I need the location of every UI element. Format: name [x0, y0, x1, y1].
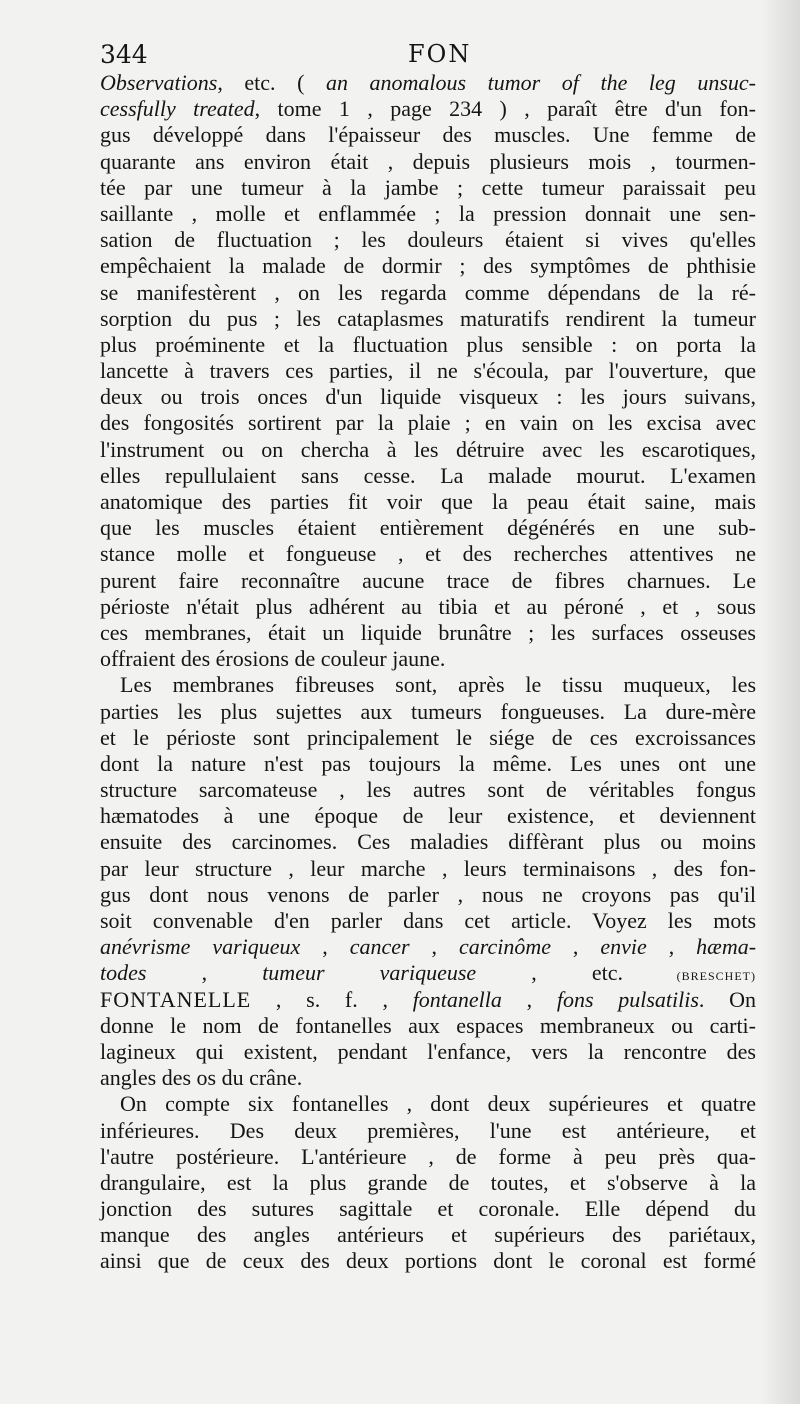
text-segment: deux ou trois onces d'un liquide visqueux : les jours suivans, [100, 384, 756, 410]
text-segment: anatomique des parties fit voir que la peau était saine, mais [100, 489, 756, 514]
text-segment: tée par une tumeur à la jambe ; cette tumeur paraissait peu [100, 174, 756, 200]
text-segment: , [409, 934, 459, 960]
page-number: 344 [100, 40, 148, 69]
author-signature: (BRESCHET) [623, 969, 756, 984]
text-line [100, 1144, 756, 1170]
text-segment: l'autre postérieure. L'antérieure , de forme à peu près qua- [100, 1143, 756, 1169]
text-segment: sation de fluctuation ; les douleurs étaient si vives qu'elles [100, 227, 756, 253]
text-segment: , tome 1 , page 234 ) , paraît être d'un fon- [254, 96, 756, 122]
italic-text: cancer [349, 934, 410, 960]
italic-text: fons pulsatilis [556, 986, 699, 1012]
text-segment: , s. f. , [251, 986, 413, 1012]
italic-text: hæma- [696, 934, 757, 960]
text-segment: offraient des érosions de couleur jaune. [100, 646, 446, 672]
page-header [100, 40, 750, 70]
text-segment: gus développé dans l'épaisseur des muscles. Une femme de [100, 122, 756, 148]
text-segment: lagineux qui existent, pendant l'enfance, vers la rencontre des [100, 1038, 756, 1064]
text-line [100, 856, 756, 882]
text-segment: , etc. ( [217, 70, 326, 95]
text-line [100, 1196, 756, 1222]
text-line [100, 1118, 756, 1144]
italic-text: todes [100, 960, 147, 986]
text-line [100, 646, 756, 672]
text-line [100, 725, 756, 751]
text-line [100, 280, 756, 306]
text-segment: , [550, 934, 601, 960]
text-line [100, 803, 756, 829]
text-segment: drangulaire, est la plus grande de toutes, et s'observe à la [100, 1169, 756, 1195]
text-line [100, 1248, 756, 1274]
text-line [100, 1170, 756, 1196]
text-line [100, 568, 756, 594]
italic-text: anévrisme variqueux [100, 934, 301, 960]
page-edge-shadow [760, 0, 800, 1404]
text-segment: , [501, 986, 557, 1012]
italic-text: tumeur variqueuse [262, 960, 477, 986]
text-line [100, 1039, 756, 1065]
text-line [100, 437, 756, 463]
text-segment: , etc. [476, 960, 624, 986]
text-segment: empêchaient la malade de dormir ; des symptômes de phthisie [100, 253, 756, 279]
text-line [100, 306, 756, 332]
text-line [100, 1013, 756, 1039]
text-line [100, 384, 756, 410]
text-segment: . On [698, 986, 757, 1012]
text-line [100, 358, 756, 384]
body-text [100, 70, 756, 1275]
text-segment: inférieures. Des deux premières, l'une est antérieure, et [100, 1117, 756, 1143]
text-line [100, 227, 756, 253]
text-segment: parties les plus sujettes aux tumeurs fongueuses. La dure-mère [100, 698, 756, 724]
text-segment: donne le nom de fontanelles aux espaces membraneux ou carti- [100, 1012, 756, 1038]
text-line [100, 122, 756, 148]
text-line [100, 489, 756, 515]
italic-text: envie [600, 934, 647, 960]
text-line [100, 777, 756, 803]
italic-text: fontanella [412, 986, 502, 1012]
text-segment: saillante , molle et enflammée ; la pression donnait une sen- [100, 200, 756, 226]
text-line [100, 463, 756, 489]
text-segment: , [146, 960, 263, 986]
italic-text: carcinôme [458, 934, 551, 960]
text-line [100, 70, 756, 96]
text-segment: hæmatodes à une époque de leur existence, et deviennent [100, 803, 756, 829]
text-line [100, 594, 756, 620]
text-segment: que les muscles étaient entièrement dégénérés en une sub- [100, 515, 756, 541]
text-segment: quarante ans environ était , depuis plusieurs mois , tourmen- [100, 148, 756, 174]
text-segment: l'instrument ou on chercha à les détruire avec les escarotiques, [100, 436, 756, 462]
text-segment: plus proéminente et la fluctuation plus sensible : on porta la [100, 331, 756, 357]
text-segment: lancette à travers ces parties, il ne s'écoula, par l'ouverture, que [100, 358, 756, 384]
text-segment: On compte six fontanelles , dont deux supérieures et quatre [120, 1091, 756, 1117]
text-segment: elles repullulaient sans cesse. La malade mourut. L'examen [100, 462, 756, 488]
text-line [100, 96, 756, 122]
text-segment: jonction des sutures sagittale et coronale. Elle dépend du [100, 1196, 756, 1222]
text-segment: ainsi que de ceux des deux portions dont le coronal est formé [100, 1248, 756, 1274]
text-line [100, 934, 756, 960]
entry-headword: FONTANELLE [100, 986, 252, 1012]
text-line [100, 987, 756, 1013]
text-segment: par leur structure , leur marche , leurs terminaisons , des fon- [100, 855, 756, 881]
text-line [100, 1065, 756, 1091]
text-line [100, 175, 756, 201]
text-line [100, 960, 756, 986]
text-segment: sorption du pus ; les cataplasmes maturatifs rendirent la tumeur [100, 305, 756, 331]
text-line [100, 332, 756, 358]
text-line [100, 410, 756, 436]
text-segment: ces membranes, était un liquide brunâtre ; les surfaces osseuses [100, 619, 756, 645]
text-segment: Les membranes fibreuses sont, après le tissu muqueux, les [120, 672, 756, 698]
text-segment: , [300, 934, 350, 960]
text-line [100, 149, 756, 175]
text-line [100, 882, 756, 908]
text-segment: dont la nature n'est pas toujours la même. Les unes ont une [100, 750, 756, 776]
text-segment: et le périoste sont principalement le siége de ces excroissances [100, 724, 756, 750]
text-line [100, 1222, 756, 1248]
running-head: FON [408, 40, 472, 68]
text-line [100, 620, 756, 646]
text-segment: stance molle et fongueuse , et des recherches attentives ne [100, 541, 756, 567]
italic-text: an anomalous tumor of the leg unsuc- [325, 70, 756, 95]
text-segment: purent faire reconnaître aucune trace de fibres charnues. Le [100, 567, 756, 593]
text-line [100, 1091, 756, 1117]
text-segment: gus dont nous venons de parler , nous ne croyons pas qu'il [100, 881, 756, 907]
text-segment: manque des angles antérieurs et supérieurs des pariétaux, [100, 1222, 756, 1248]
text-segment: des fongosités sortirent par la plaie ; en vain on les excisa avec [100, 410, 756, 436]
text-line [100, 541, 756, 567]
text-segment: angles des os du crâne. [100, 1065, 303, 1091]
text-line [100, 672, 756, 698]
text-line [100, 829, 756, 855]
text-segment: soit convenable d'en parler dans cet article. Voyez les mots [100, 908, 756, 933]
text-segment: ensuite des carcinomes. Ces maladies diffèrant plus ou moins [100, 829, 756, 855]
text-segment: structure sarcomateuse , les autres sont de véritables fongus [100, 777, 756, 803]
text-line [100, 253, 756, 279]
italic-text: cessfully treated [100, 96, 255, 122]
text-segment: , [646, 934, 697, 960]
italic-text: Observations [100, 70, 218, 95]
text-line [100, 201, 756, 227]
text-line [100, 751, 756, 777]
text-segment: périoste n'était plus adhérent au tibia et au péroné , et , sous [100, 593, 756, 619]
text-line [100, 699, 756, 725]
text-segment: se manifestèrent , on les regarda comme dépendans de la ré- [100, 279, 756, 305]
text-line [100, 515, 756, 541]
text-line [100, 908, 756, 934]
